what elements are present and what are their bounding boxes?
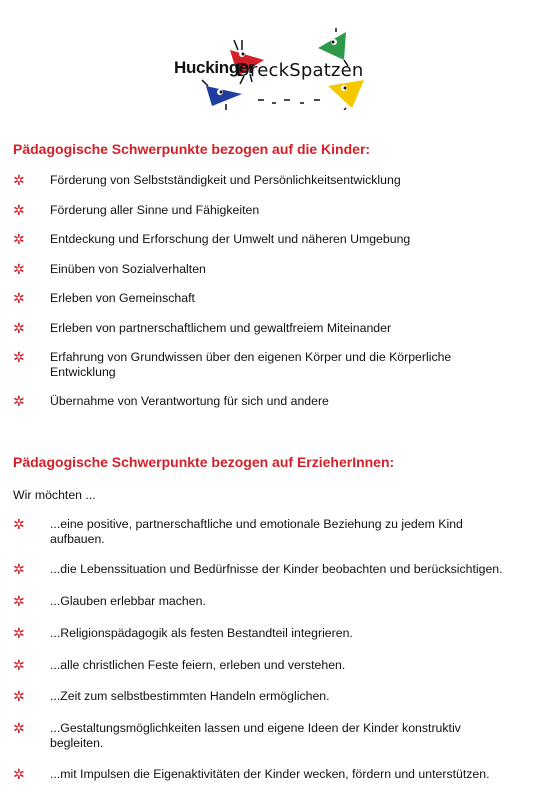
red-star-icon: ✲ (13, 320, 25, 336)
list-item-text: ...die Lebenssituation und Bedürfnisse der Kinder beobachten und berücksichtigen. (50, 562, 503, 576)
list-item-text: Entdeckung und Erforschung der Umwelt und näheren Umgebung (50, 232, 411, 246)
logo (168, 28, 378, 110)
list-item-text: Erfahrung von Grundwissen über den eigenen Körper und die Körperliche Entwicklung (50, 350, 452, 379)
red-star-icon: ✲ (13, 766, 25, 782)
red-star-icon: ✲ (13, 625, 25, 641)
red-star-icon: ✲ (13, 657, 25, 673)
red-star-icon: ✲ (13, 593, 25, 609)
list-item-text: Förderung von Selbstständigkeit und Persönlichkeitsentwicklung (50, 173, 401, 187)
list-item-text: ...alle christlichen Feste feiern, erleben und verstehen. (50, 658, 346, 672)
red-star-icon: ✲ (13, 231, 25, 247)
list-item-text: ...mit Impulsen die Eigenaktivitäten der Kinder wecken, fördern und unterstützen. (50, 767, 490, 781)
list-item-text: ...Zeit zum selbstbestimmten Handeln ermöglichen. (50, 689, 330, 703)
list-item-text: Erleben von partnerschaftlichem und gewaltfreiem Miteinander (50, 321, 392, 335)
section2-heading: Pädagogische Schwerpunkte bezogen auf ErzieherInnen: (13, 454, 395, 470)
list-item-text: ...eine positive, partnerschaftliche und emotionale Beziehung zu jedem Kind aufbauen. (50, 517, 463, 546)
red-star-icon: ✲ (13, 720, 25, 736)
list-item-text: Förderung aller Sinne und Fähigkeiten (50, 203, 260, 217)
red-star-icon: ✲ (13, 290, 25, 306)
section1-heading: Pädagogische Schwerpunkte bezogen auf die Kinder: (13, 141, 371, 157)
red-star-icon: ✲ (13, 393, 25, 409)
list-item-text: ...Gestaltungsmöglichkeiten lassen und eigene Ideen der Kinder konstruktiv begleiten. (50, 721, 461, 750)
list-item-text: Erleben von Gemeinschaft (50, 291, 195, 305)
red-star-icon: ✲ (13, 202, 25, 218)
list-item-text: Einüben von Sozialverhalten (50, 262, 206, 276)
red-star-icon: ✲ (13, 172, 25, 188)
list-item-text: ...Glauben erlebbar machen. (50, 594, 206, 608)
red-star-icon: ✲ (13, 688, 25, 704)
red-star-icon: ✲ (13, 349, 25, 365)
red-star-icon: ✲ (13, 261, 25, 277)
red-star-icon: ✲ (13, 561, 25, 577)
section2-intro: Wir möchten ... (13, 488, 96, 502)
logo-word-huckinger: Huckinger (174, 58, 255, 77)
red-star-icon: ✲ (13, 516, 25, 532)
logo-word-dreckspatzen: DreckSpatzen (236, 60, 364, 81)
list-item-text: ...Religionspädagogik als festen Bestandteil integrieren. (50, 626, 353, 640)
list-item-text: Übernahme von Verantwortung für sich und andere (50, 394, 329, 408)
